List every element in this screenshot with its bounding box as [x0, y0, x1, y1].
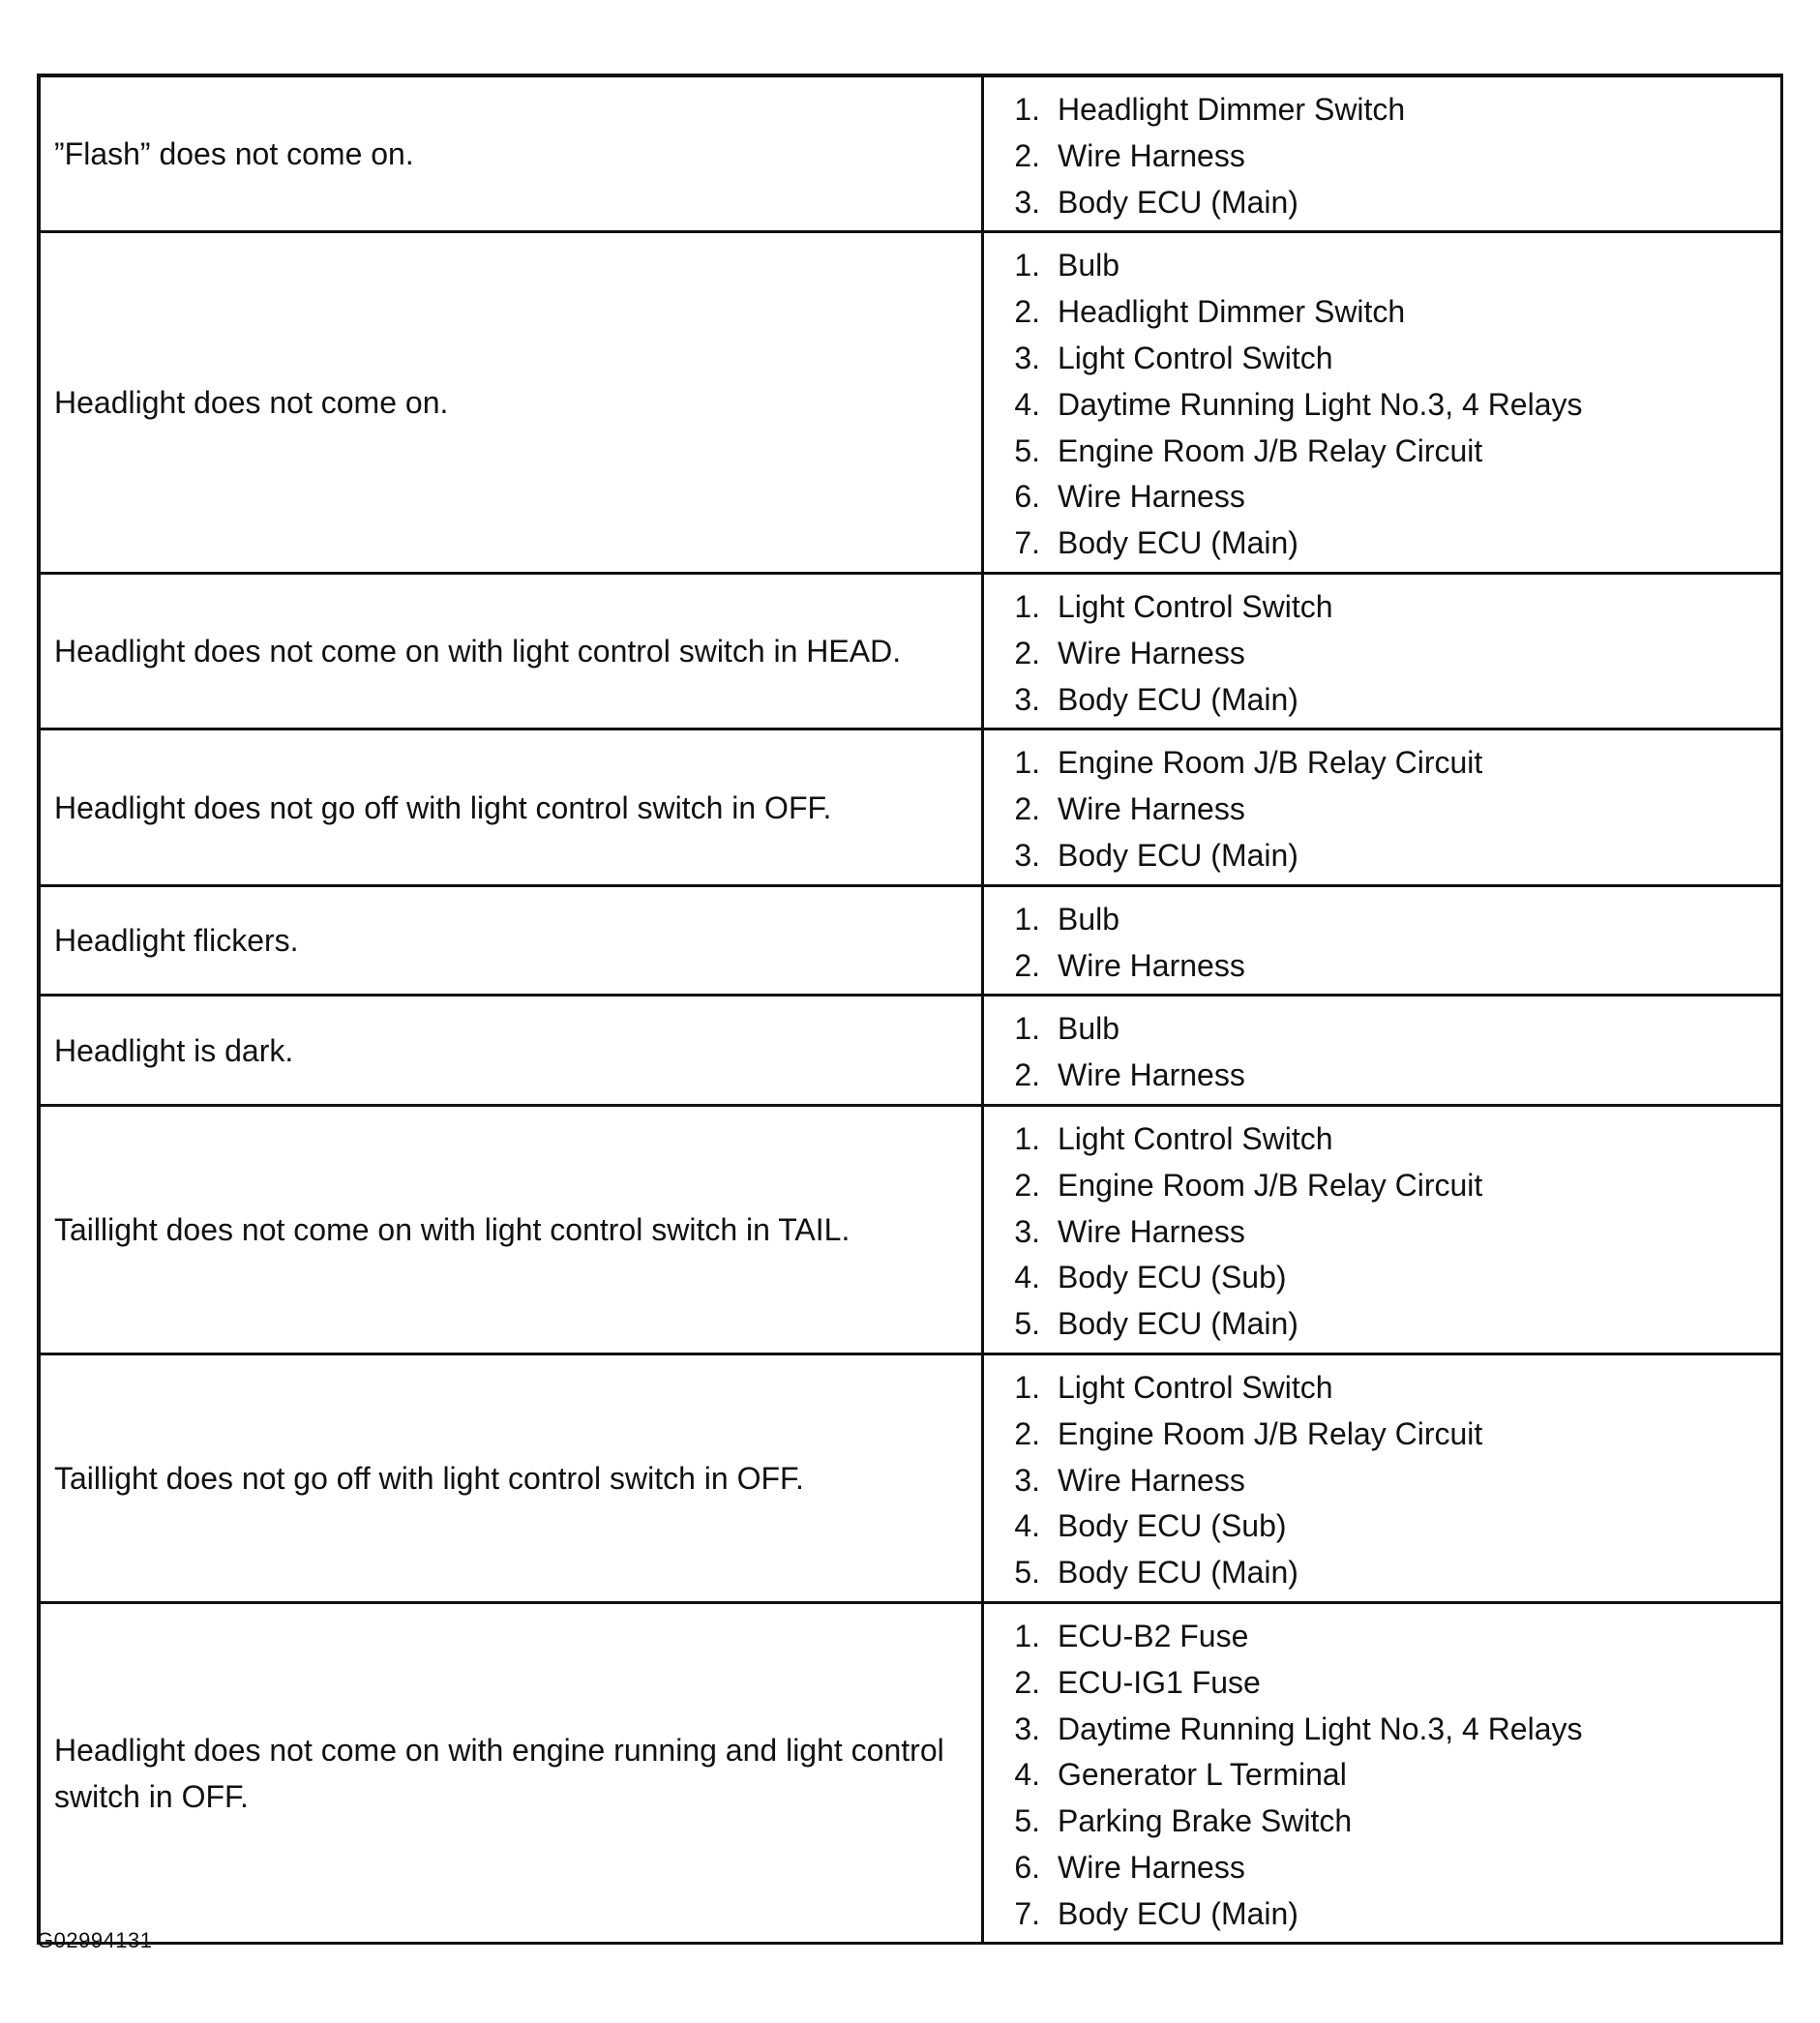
list-item-label: Light Control Switch	[1058, 588, 1333, 624]
list-item-label: Body ECU (Main)	[1058, 837, 1298, 873]
list-item-number: 6.	[1014, 1849, 1040, 1885]
list-item	[984, 1301, 1780, 1348]
list-item-label: Wire Harness	[1058, 1213, 1245, 1249]
symptom-table	[37, 74, 1783, 1945]
list-item-label: ECU-B2 Fuse	[1058, 1618, 1249, 1653]
suspect-area-list	[984, 87, 1780, 225]
list-item	[984, 474, 1780, 521]
list-item-label: Bulb	[1058, 1011, 1120, 1047]
list-item-number: 3.	[1014, 1213, 1040, 1249]
list-item-label: Body ECU (Main)	[1058, 525, 1298, 561]
suspect-area-list	[984, 1006, 1780, 1099]
symptom-cell: ”Flash” does not come on.	[39, 75, 983, 232]
table-row	[39, 75, 1782, 232]
list-item-label: Wire Harness	[1058, 1849, 1245, 1885]
list-item-label: Bulb	[1058, 901, 1120, 937]
list-item-number: 1.	[1014, 1011, 1040, 1047]
figure-code: G02994131	[37, 1928, 153, 1952]
list-item-label: Body ECU (Sub)	[1058, 1508, 1287, 1544]
list-item-number: 1.	[1014, 1618, 1040, 1653]
symptom-cell: Headlight does not come on.	[39, 232, 983, 574]
list-item-label: Wire Harness	[1058, 947, 1245, 983]
suspect-area-cell	[983, 232, 1782, 574]
list-item-label: Wire Harness	[1058, 635, 1245, 670]
suspect-area-cell	[983, 75, 1782, 232]
list-item-number: 3.	[1014, 1711, 1040, 1746]
list-item-number: 2.	[1014, 947, 1040, 983]
suspect-area-cell	[983, 1354, 1782, 1602]
list-item	[984, 429, 1780, 475]
list-item-number: 3.	[1014, 1462, 1040, 1498]
suspect-area-cell	[983, 729, 1782, 885]
list-item	[984, 1053, 1780, 1099]
list-item-number: 1.	[1014, 1369, 1040, 1405]
list-item	[984, 289, 1780, 336]
symptom-cell: Headlight does not come on with light control switch in HEAD.	[39, 573, 983, 729]
list-item-label: Light Control Switch	[1058, 1120, 1333, 1156]
list-item	[984, 1799, 1780, 1845]
suspect-area-cell	[983, 1105, 1782, 1354]
list-item	[984, 897, 1780, 943]
list-item-label: Headlight Dimmer Switch	[1058, 294, 1406, 330]
list-item-number: 1.	[1014, 745, 1040, 781]
list-item-number: 2.	[1014, 137, 1040, 173]
list-item	[984, 180, 1780, 226]
list-item	[984, 134, 1780, 180]
suspect-area-list	[984, 1116, 1780, 1348]
suspect-area-list	[984, 1365, 1780, 1596]
list-item	[984, 1891, 1780, 1938]
list-item-number: 1.	[1014, 92, 1040, 127]
list-item	[984, 1458, 1780, 1504]
list-item	[984, 1707, 1780, 1753]
list-item-number: 2.	[1014, 635, 1040, 670]
list-item-number: 4.	[1014, 1260, 1040, 1295]
list-item-label: ECU-IG1 Fuse	[1058, 1664, 1261, 1700]
list-item-label: Light Control Switch	[1058, 340, 1333, 375]
list-item	[984, 521, 1780, 567]
list-item	[984, 1845, 1780, 1891]
list-item	[984, 382, 1780, 429]
list-item	[984, 336, 1780, 382]
list-item-number: 6.	[1014, 479, 1040, 515]
list-item-number: 2.	[1014, 1057, 1040, 1093]
list-item	[984, 1209, 1780, 1256]
list-item-label: Generator L Terminal	[1058, 1757, 1347, 1793]
table-row	[39, 1354, 1782, 1602]
list-item-label: Body ECU (Main)	[1058, 1306, 1298, 1342]
list-item	[984, 1412, 1780, 1458]
table-row	[39, 232, 1782, 574]
list-item	[984, 584, 1780, 631]
list-item	[984, 1006, 1780, 1053]
list-item	[984, 787, 1780, 833]
list-item-number: 1.	[1014, 901, 1040, 937]
list-item-number: 4.	[1014, 386, 1040, 422]
list-item-label: Body ECU (Main)	[1058, 184, 1298, 220]
list-item	[984, 1752, 1780, 1799]
list-item	[984, 87, 1780, 134]
list-item-number: 5.	[1014, 1555, 1040, 1591]
suspect-area-list	[984, 740, 1780, 878]
list-item-number: 1.	[1014, 248, 1040, 283]
list-item	[984, 631, 1780, 677]
suspect-area-cell	[983, 573, 1782, 729]
list-item-label: Headlight Dimmer Switch	[1058, 92, 1406, 127]
list-item-label: Daytime Running Light No.3, 4 Relays	[1058, 1711, 1583, 1746]
symptom-cell: Headlight flickers.	[39, 885, 983, 996]
list-item-label: Daytime Running Light No.3, 4 Relays	[1058, 386, 1583, 422]
table-row	[39, 1105, 1782, 1354]
table-row	[39, 729, 1782, 885]
symptom-cell: Headlight is dark.	[39, 996, 983, 1106]
list-item	[984, 833, 1780, 879]
list-item-number: 4.	[1014, 1757, 1040, 1793]
suspect-area-cell	[983, 1602, 1782, 1944]
list-item-label: Wire Harness	[1058, 791, 1245, 827]
symptom-cell: Taillight does not come on with light control switch in TAIL.	[39, 1105, 983, 1354]
suspect-area-cell	[983, 996, 1782, 1106]
list-item-number: 1.	[1014, 588, 1040, 624]
list-item	[984, 1163, 1780, 1209]
list-item	[984, 1365, 1780, 1412]
suspect-area-list	[984, 584, 1780, 723]
list-item	[984, 243, 1780, 289]
list-item-label: Bulb	[1058, 248, 1120, 283]
list-item-label: Body ECU (Main)	[1058, 1895, 1298, 1931]
list-item-number: 4.	[1014, 1508, 1040, 1544]
symptom-cell: Headlight does not go off with light control switch in OFF.	[39, 729, 983, 885]
list-item-label: Wire Harness	[1058, 1462, 1245, 1498]
list-item-label: Engine Room J/B Relay Circuit	[1058, 1167, 1483, 1203]
list-item-number: 2.	[1014, 1664, 1040, 1700]
list-item-number: 3.	[1014, 681, 1040, 717]
list-item-label: Body ECU (Main)	[1058, 1555, 1298, 1591]
list-item	[984, 1660, 1780, 1707]
list-item-label: Wire Harness	[1058, 479, 1245, 515]
list-item-number: 7.	[1014, 525, 1040, 561]
list-item-number: 2.	[1014, 1167, 1040, 1203]
list-item-number: 3.	[1014, 340, 1040, 375]
symptom-cell: Headlight does not come on with engine running and light control switch in OFF.	[39, 1602, 983, 1944]
list-item-number: 3.	[1014, 184, 1040, 220]
symptom-cell: Taillight does not go off with light control switch in OFF.	[39, 1354, 983, 1602]
list-item-label: Wire Harness	[1058, 137, 1245, 173]
list-item-label: Engine Room J/B Relay Circuit	[1058, 432, 1483, 468]
list-item-number: 1.	[1014, 1120, 1040, 1156]
suspect-area-cell	[983, 885, 1782, 996]
table-row	[39, 573, 1782, 729]
list-item-number: 5.	[1014, 1803, 1040, 1839]
list-item	[984, 943, 1780, 990]
list-item-label: Light Control Switch	[1058, 1369, 1333, 1405]
list-item	[984, 1550, 1780, 1596]
list-item-label: Parking Brake Switch	[1058, 1803, 1353, 1839]
suspect-area-list	[984, 1614, 1780, 1938]
list-item-number: 5.	[1014, 1306, 1040, 1342]
list-item	[984, 1116, 1780, 1163]
list-item-number: 3.	[1014, 837, 1040, 873]
table-row	[39, 885, 1782, 996]
list-item-label: Body ECU (Main)	[1058, 681, 1298, 717]
list-item	[984, 1503, 1780, 1550]
list-item-number: 5.	[1014, 432, 1040, 468]
list-item	[984, 740, 1780, 787]
list-item-label: Engine Room J/B Relay Circuit	[1058, 1415, 1483, 1451]
table-row	[39, 1602, 1782, 1944]
list-item-number: 7.	[1014, 1895, 1040, 1931]
list-item-label: Wire Harness	[1058, 1057, 1245, 1093]
list-item	[984, 677, 1780, 724]
list-item-number: 2.	[1014, 791, 1040, 827]
list-item	[984, 1255, 1780, 1301]
list-item-label: Body ECU (Sub)	[1058, 1260, 1287, 1295]
list-item	[984, 1614, 1780, 1660]
suspect-area-list	[984, 243, 1780, 567]
table-row	[39, 996, 1782, 1106]
symptom-table-body	[39, 75, 1782, 1944]
list-item-number: 2.	[1014, 294, 1040, 330]
suspect-area-list	[984, 897, 1780, 990]
list-item-number: 2.	[1014, 1415, 1040, 1451]
list-item-label: Engine Room J/B Relay Circuit	[1058, 745, 1483, 781]
